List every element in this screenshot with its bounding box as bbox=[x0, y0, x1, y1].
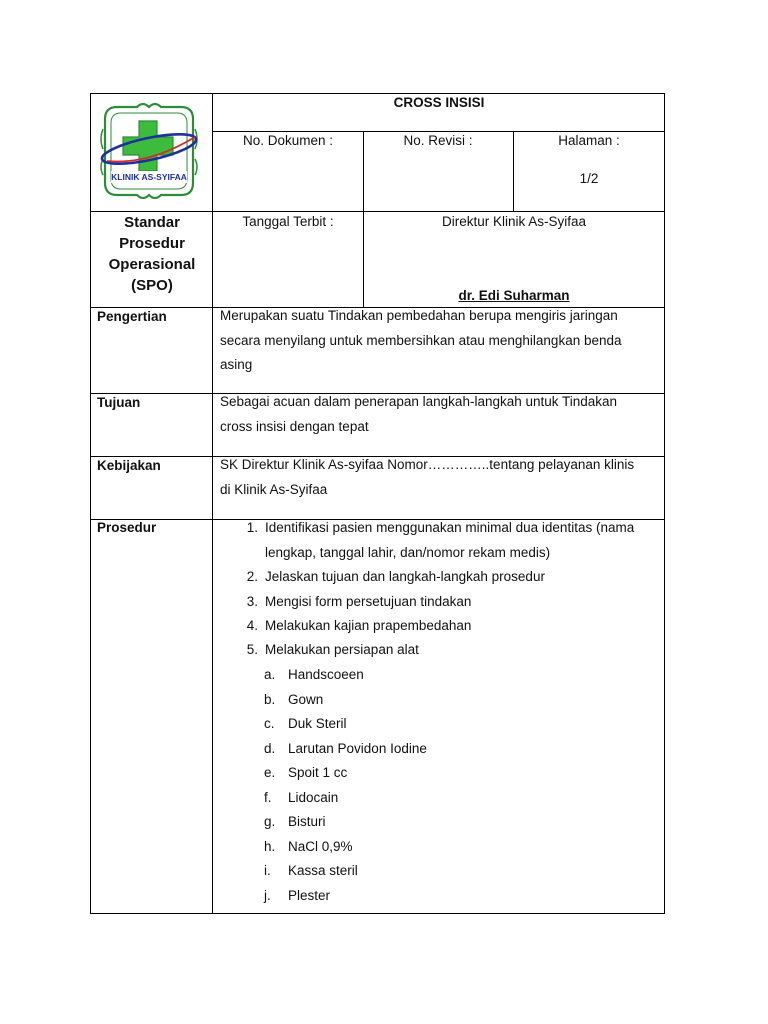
pengertian-text bbox=[220, 304, 660, 378]
text-line: secara menyilang untuk membersihkan atau menghilangkan benda bbox=[220, 332, 622, 348]
tujuan-text bbox=[220, 390, 660, 439]
text-line: Sebagai acuan dalam penerapan langkah-langkah untuk Tindakan bbox=[220, 394, 618, 409]
director-name bbox=[363, 288, 665, 304]
director-signature-name: dr. Edi Suharman bbox=[458, 288, 570, 303]
issue-date-label: Tanggal Terbit : bbox=[242, 214, 334, 229]
step-text: lengkap, tanggal lahir, dan/nomor rekam medis) bbox=[265, 545, 551, 560]
spo-line: Operasional bbox=[108, 256, 196, 273]
item-text: Bisturi bbox=[288, 814, 326, 829]
spo-line: Standar bbox=[124, 214, 180, 231]
item-letter: c. bbox=[264, 716, 275, 731]
clinic-logo-icon bbox=[97, 99, 201, 203]
item-text: Larutan Povidon Iodine bbox=[288, 741, 427, 756]
row-divider bbox=[213, 131, 665, 132]
kebijakan-text bbox=[220, 453, 660, 502]
item-letter: j. bbox=[264, 888, 271, 903]
step-number: 4. bbox=[246, 618, 258, 633]
section-label-pengertian: Pengertian bbox=[97, 309, 167, 324]
item-text: Lidocain bbox=[288, 790, 339, 805]
step-number: 5. bbox=[246, 642, 258, 657]
text-line: SK Direktur Klinik As-syifaa Nomor…………..tentang pelayanan klinis bbox=[220, 457, 635, 472]
section-label-prosedur: Prosedur bbox=[97, 520, 157, 535]
item-text: Gown bbox=[288, 692, 324, 707]
item-letter: f. bbox=[264, 790, 272, 805]
item-letter: b. bbox=[264, 692, 276, 707]
text-line: di Klinik As-Syifaa bbox=[220, 481, 328, 497]
item-letter: a. bbox=[264, 667, 276, 682]
spo-line: (SPO) bbox=[131, 277, 173, 294]
item-text: Kassa steril bbox=[288, 863, 358, 878]
doc-number-label: No. Dokumen : bbox=[242, 133, 334, 148]
logo-text: KLINIK AS-SYIFAA bbox=[111, 172, 187, 182]
text-line: Merupakan suatu Tindakan pembedahan berupa mengiris jaringan bbox=[220, 308, 618, 323]
item-letter: d. bbox=[264, 741, 276, 756]
page-value: 1/2 bbox=[579, 171, 599, 186]
step-text: Identifikasi pasien menggunakan minimal dua identitas (nama bbox=[265, 520, 635, 535]
item-text: NaCl 0,9% bbox=[288, 839, 353, 854]
director-label: Direktur Klinik As-Syifaa bbox=[441, 214, 587, 229]
section-label-tujuan: Tujuan bbox=[97, 395, 141, 410]
item-text: Handscoeen bbox=[288, 667, 364, 682]
item-letter: e. bbox=[264, 765, 276, 780]
item-letter: g. bbox=[264, 814, 276, 829]
item-text: Plester bbox=[288, 888, 331, 903]
clinic-logo bbox=[97, 99, 201, 203]
section-label-kebijakan: Kebijakan bbox=[97, 458, 161, 473]
step-number: 1. bbox=[246, 520, 258, 535]
item-letter: h. bbox=[264, 839, 276, 854]
text-line: cross insisi dengan tepat bbox=[220, 418, 369, 434]
spo-line: Prosedur bbox=[119, 235, 185, 252]
item-letter: i. bbox=[264, 863, 271, 878]
step-text: Mengisi form persetujuan tindakan bbox=[265, 594, 472, 609]
step-number: 3. bbox=[246, 594, 258, 609]
document-title: CROSS INSISI bbox=[393, 95, 485, 110]
step-number: 2. bbox=[246, 569, 258, 584]
step-text: Jelaskan tujuan dan langkah-langkah prosedur bbox=[265, 569, 545, 584]
item-text: Duk Steril bbox=[288, 716, 347, 731]
spo-heading bbox=[92, 212, 212, 296]
step-text: Melakukan persiapan alat bbox=[265, 642, 419, 657]
step-text: Melakukan kajian prapembedahan bbox=[265, 618, 472, 633]
revision-label: No. Revisi : bbox=[403, 133, 473, 148]
page-label: Halaman : bbox=[558, 133, 620, 148]
text-line: asing bbox=[220, 357, 253, 372]
item-text: Spoit 1 cc bbox=[288, 765, 348, 780]
